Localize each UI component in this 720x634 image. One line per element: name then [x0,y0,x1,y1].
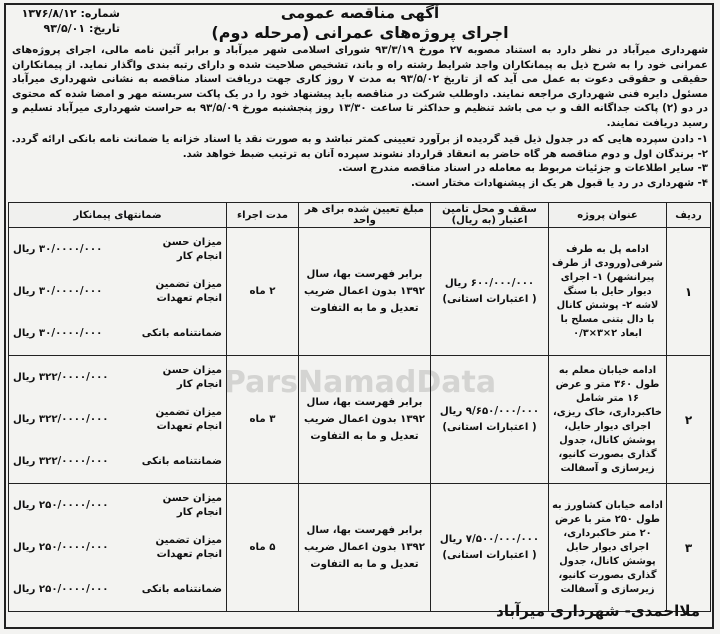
duration: ۲ ماه [227,228,299,356]
guarantee-amount: ۳۰/۰۰۰۰/۰۰۰ ریال [13,286,103,297]
guarantee-line [9,569,226,611]
guarantee-amount: ۲۵۰/۰۰۰۰/۰۰۰ ریال [13,542,109,553]
intro-paragraph: شهرداری میرآباد در نظر دارد به استناد مصوبه ۲۷ مورخ ۹۳/۳/۱۹ شورای اسلامی شهر میرآباد و برابر آئین نامه مالی، اجرای پروژه‌های عمرانی خود را به شرح ذیل به پیمانکاران واجد شرایط رشته راه و باند، تشخیص صلاحیت شده و دارای رتبه بندی واگذار نماید. از پیمانکاران حقیقی و حقوقی دعوت به عمل می آید که از تاریخ ۹۳/۵/۰۲ به مدت ۷ روز کاری جهت دریافت اسناد مناقصه به نشانی شهرداری میرآباد مسئول دایره فنی شهرداری مراجعه نمایند. داوطلب شرکت در مناقصه باید پیشنهاد خود را در یک پاکت سربسته مهر و امضا شده که محتوی در دو (۲) پاکت جداگانه الف و ب می باشد تنظیم و حداکثر تا ساعت ۱۳/۳۰ روز پنجشنبه مورخ ۹۳/۵/۰۹ به حراست شهرداری میرآباد تسلیم و رسید دریافت نمایند. [12,45,709,129]
guarantee-label: میزان حسن انجام کار [162,364,222,390]
guarantee-label: ضمانتنامه بانکی [141,455,222,467]
guarantee-label: میزان حسن انجام کار [162,492,222,518]
guarantee-line [9,485,226,527]
document-date: تاریخ: ۹۳/۵/۰۱ [43,22,120,35]
header-unit-price: مبلغ تعیین شده برای هر واحد [299,203,431,228]
table-header-row [9,203,711,228]
project-credit [431,484,549,612]
table-row [9,356,711,484]
header-credit: سقف و محل تامین اعتبار (به ریال) [431,203,549,228]
duration: ۳ ماه [227,356,299,484]
condition-item: ۲- برندگان اول و دوم مناقصه هر گاه حاضر به انعقاد قرارداد نشوند سپرده آنان به ترتیب ضبط خواهد شد. [182,148,708,160]
project-credit [431,356,549,484]
credit-amount: ۶۰۰/۰۰۰/۰۰۰ ریال [444,277,535,289]
guarantee-label: میزان حسن انجام کار [162,236,222,262]
credit-source: ( اعتبارات استانی) [442,293,537,305]
guarantee-line [9,271,226,313]
credit-source: ( اعتبارات استانی) [442,421,537,433]
notice-subtitle: اجرای پروژه‌های عمرانی (مرحله دوم) [211,23,509,42]
guarantees-cell [9,228,227,356]
condition-item: ۴- شهرداری در رد یا قبول هر یک از پیشنهادات مختار است. [410,177,708,189]
guarantee-label: ضمانتنامه بانکی [141,583,222,595]
table-row [9,484,711,612]
notice-title: آگهی مناقصه عمومی [280,4,440,22]
guarantee-amount: ۳۰/۰۰۰۰/۰۰۰ ریال [13,244,103,255]
header-duration: مدت اجراء [227,203,299,228]
document-number: شماره: ۱۳۷۶/۸/۱۲ [21,7,120,20]
unit-price-basis: برابر فهرست بها، سال ۱۳۹۲ بدون اعمال ضریب تعدیل و ما به التفاوت [299,228,431,356]
guarantees-cell [9,484,227,612]
guarantee-amount: ۳۲۲/۰۰۰۰/۰۰۰ ریال [13,414,109,425]
guarantee-label: میزان تضمین انجام تعهدات [155,406,222,432]
projects-table [8,202,711,612]
condition-item: ۳- سایر اطلاعات و جزئیات مربوط به معامله در اسناد مناقصه مندرج است. [338,163,708,175]
guarantee-line [9,357,226,399]
project-title: ادامه پل به طرف شرقی(ورودی از طرف پیرانشهر) ۱- اجرای دیوار حایل با سنگ لاشه ۲- پوشش کانال با دال بتنی مسلح با ابعاد ۲×۳×۰/۳ [549,228,667,356]
guarantees-cell [9,356,227,484]
guarantee-line [9,229,226,271]
guarantee-line [9,399,226,441]
guarantee-label: ضمانتنامه بانکی [141,327,222,339]
row-number: ۳ [667,484,711,612]
guarantee-amount: ۳۲۲/۰۰۰۰/۰۰۰ ریال [13,456,109,467]
guarantee-label: میزان تضمین انجام تعهدات [155,534,222,560]
header-row-number: ردیف [667,203,711,228]
guarantee-label: میزان تضمین انجام تعهدات [155,278,222,304]
unit-price-basis: برابر فهرست بها، سال ۱۳۹۲ بدون اعمال ضریب تعدیل و ما به التفاوت [299,484,431,612]
header-project-title: عنوان پروژه [549,203,667,228]
conditions-list [12,133,708,191]
credit-amount: ۹/۶۵۰/۰۰۰/۰۰۰ ریال [439,405,540,417]
project-title: ادامه خیابان معلم به طول ۳۶۰ متر و عرض ۱۶ متر شامل خاکبرداری، خاک ریزی، اجرای دیوار حایل، پوشش کانال، جدول گذاری بصورت کانیو، زیرسازی و آسفالت [549,356,667,484]
signature-footer: ملااحمدی- شهرداری میرآباد [496,602,700,620]
condition-item: ۱- دادن سپرده هایی که در جدول ذیل قید گردیده از برآورد تعیینی کمتر نباشد و به صورت نقد یا اسناد خزانه یا ضمانت نامه بانکی ارائه گردد. [12,134,708,145]
duration: ۵ ماه [227,484,299,612]
credit-amount: ۷/۵۰۰/۰۰۰/۰۰۰ ریال [439,533,540,545]
guarantee-line [9,441,226,483]
guarantee-amount: ۳۲۲/۰۰۰۰/۰۰۰ ریال [13,372,109,383]
watermark-text: ParsNamadData [223,365,497,400]
project-title: ادامه خیابان کشاورز به طول ۲۵۰ متر با عرض ۲۰ متر خاکبرداری، اجرای دیوار حایل پوشش کانال، جدول گذاری بصورت کانیو، زیرسازی و آسفالت [549,484,667,612]
unit-price-basis: برابر فهرست بها، سال ۱۳۹۲ بدون اعمال ضریب تعدیل و ما به التفاوت [299,356,431,484]
header-guarantees: ضمانتهای پیمانکار [9,203,227,228]
row-number: ۱ [667,228,711,356]
guarantee-amount: ۳۰/۰۰۰۰/۰۰۰ ریال [13,328,103,339]
row-number: ۲ [667,356,711,484]
guarantee-amount: ۲۵۰/۰۰۰۰/۰۰۰ ریال [13,584,109,595]
guarantee-amount: ۲۵۰/۰۰۰۰/۰۰۰ ریال [13,500,109,511]
table-row [9,228,711,356]
guarantee-line [9,527,226,569]
project-credit [431,228,549,356]
guarantee-line [9,313,226,355]
credit-source: ( اعتبارات استانی) [442,549,537,561]
